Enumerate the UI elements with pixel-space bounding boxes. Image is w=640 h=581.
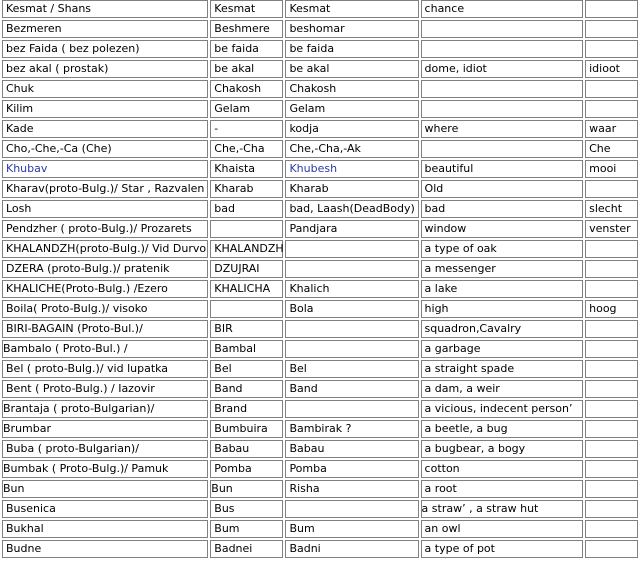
bulgarian-word-cell: Brumbar	[2, 420, 208, 438]
dutch-meaning-cell	[585, 520, 638, 538]
persian-word-cell	[285, 400, 418, 418]
dutch-meaning-cell	[585, 80, 638, 98]
pashto-word-cell: Brand	[210, 400, 283, 418]
table-row	[2, 380, 638, 398]
pashto-word-cell: be faida	[210, 40, 283, 58]
english-meaning-cell	[421, 40, 584, 58]
table-row	[2, 60, 638, 78]
pashto-word-cell: Bambal	[210, 340, 283, 358]
pashto-word-cell: bad	[210, 200, 283, 218]
bulgarian-word-cell: Kharav(proto-Bulg.)/ Star , Razvalen	[2, 180, 208, 198]
pashto-word-cell: Badnei	[210, 540, 283, 558]
english-meaning-cell: a dam, a weir	[421, 380, 584, 398]
bulgarian-word-cell: Bezmeren	[2, 20, 208, 38]
pashto-word-cell: Kesmat	[210, 0, 283, 18]
bulgarian-word-cell: Bukhal	[2, 520, 208, 538]
persian-word-cell: Pomba	[285, 460, 418, 478]
persian-word-cell: Kharab	[285, 180, 418, 198]
english-meaning-cell	[421, 80, 584, 98]
persian-word-cell: Bum	[285, 520, 418, 538]
dutch-meaning-cell	[585, 340, 638, 358]
english-meaning-cell	[421, 100, 584, 118]
table-row	[2, 280, 638, 298]
dutch-meaning-cell	[585, 100, 638, 118]
persian-word-cell: Khubesh	[285, 160, 418, 178]
english-meaning-cell: a garbage	[421, 340, 584, 358]
dutch-meaning-cell: Che	[585, 140, 638, 158]
bulgarian-word-cell: bez Faida ( bez polezen)	[2, 40, 208, 58]
dutch-meaning-cell	[585, 480, 638, 498]
persian-word-cell: kodja	[285, 120, 418, 138]
table-row	[2, 140, 638, 158]
bulgarian-word-cell: Bambalo ( Proto-Bul.) /	[2, 340, 208, 358]
table-row	[2, 260, 638, 278]
pashto-word-cell: Bel	[210, 360, 283, 378]
dutch-meaning-cell	[585, 0, 638, 18]
bulgarian-word-cell: Buba ( proto-Bulgarian)/	[2, 440, 208, 458]
pashto-word-cell: KHALANDZH	[210, 240, 283, 258]
dutch-meaning-cell	[585, 260, 638, 278]
persian-word-cell: Badni	[285, 540, 418, 558]
table-row	[2, 220, 638, 238]
dutch-meaning-cell	[585, 420, 638, 438]
dutch-meaning-cell: slecht	[585, 200, 638, 218]
english-meaning-cell: a straw’ , a straw hut	[421, 500, 584, 518]
dutch-meaning-cell: venster	[585, 220, 638, 238]
table-row	[2, 20, 638, 38]
dutch-meaning-cell: hoog	[585, 300, 638, 318]
persian-word-cell	[285, 340, 418, 358]
persian-word-cell: Che,-Cha,-Ak	[285, 140, 418, 158]
table-row	[2, 480, 638, 498]
persian-word-cell: Bel	[285, 360, 418, 378]
persian-word-cell	[285, 500, 418, 518]
english-meaning-cell: where	[421, 120, 584, 138]
persian-word-cell: Kesmat	[285, 0, 418, 18]
dutch-meaning-cell	[585, 360, 638, 378]
bulgarian-word-cell: Cho,-Che,-Ca (Che)	[2, 140, 208, 158]
table-row	[2, 40, 638, 58]
pashto-word-cell	[210, 220, 283, 238]
bulgarian-word-cell: BIRI-BAGAIN (Proto-Bul.)/	[2, 320, 208, 338]
pashto-word-cell: be akal	[210, 60, 283, 78]
pashto-word-cell: Kharab	[210, 180, 283, 198]
persian-word-cell: Gelam	[285, 100, 418, 118]
bulgarian-word-cell: KHALICHE(Proto-Bulg.) /Ezero	[2, 280, 208, 298]
dutch-meaning-cell	[585, 380, 638, 398]
table-row	[2, 340, 638, 358]
persian-word-cell: Pandjara	[285, 220, 418, 238]
table-row	[2, 460, 638, 478]
bulgarian-word-cell: KHALANDZH(proto-Bulg.)/ Vid Durvo	[2, 240, 208, 258]
english-meaning-cell: a beetle, a bug	[421, 420, 584, 438]
dutch-meaning-cell	[585, 240, 638, 258]
english-meaning-cell	[421, 140, 584, 158]
pashto-word-cell: BIR	[210, 320, 283, 338]
table-row	[2, 300, 638, 318]
persian-word-cell: Bambirak ?	[285, 420, 418, 438]
persian-word-cell	[285, 320, 418, 338]
table-row	[2, 420, 638, 438]
dutch-meaning-cell	[585, 500, 638, 518]
english-meaning-cell: a vicious, indecent person’	[421, 400, 584, 418]
dutch-meaning-cell	[585, 280, 638, 298]
bulgarian-word-cell: Kesmat / Shans	[2, 0, 208, 18]
bulgarian-word-cell: Bun	[2, 480, 208, 498]
pashto-word-cell: Bus	[210, 500, 283, 518]
persian-word-cell: be faida	[285, 40, 418, 58]
table-row	[2, 120, 638, 138]
pashto-word-cell: Bum	[210, 520, 283, 538]
bulgarian-word-cell: bez akal ( prostak)	[2, 60, 208, 78]
table-row	[2, 160, 638, 178]
persian-word-cell	[285, 260, 418, 278]
table-row	[2, 400, 638, 418]
table-row	[2, 440, 638, 458]
table-row	[2, 0, 638, 18]
pashto-word-cell: Pomba	[210, 460, 283, 478]
table-row	[2, 200, 638, 218]
bulgarian-word-cell: Budne	[2, 540, 208, 558]
english-meaning-cell: dome, idiot	[421, 60, 584, 78]
dutch-meaning-cell	[585, 40, 638, 58]
pashto-word-cell: Babau	[210, 440, 283, 458]
english-meaning-cell: squadron,Cavalry	[421, 320, 584, 338]
pashto-word-cell	[210, 300, 283, 318]
dutch-meaning-cell: mooi	[585, 160, 638, 178]
english-meaning-cell: a root	[421, 480, 584, 498]
table-row	[2, 540, 638, 558]
pashto-word-cell: Bun	[210, 480, 283, 498]
bulgarian-word-cell: Brantaja ( proto-Bulgarian)/	[2, 400, 208, 418]
bulgarian-word-cell: Khubav	[2, 160, 208, 178]
english-meaning-cell: Old	[421, 180, 584, 198]
bulgarian-word-cell: Bel ( proto-Bulg.)/ vid lupatka	[2, 360, 208, 378]
vocabulary-table-body	[2, 0, 638, 558]
table-row	[2, 80, 638, 98]
english-meaning-cell: bad	[421, 200, 584, 218]
english-meaning-cell: beautiful	[421, 160, 584, 178]
dutch-meaning-cell: waar	[585, 120, 638, 138]
bulgarian-word-cell: Kilim	[2, 100, 208, 118]
persian-word-cell	[285, 240, 418, 258]
persian-word-cell: be akal	[285, 60, 418, 78]
dutch-meaning-cell	[585, 540, 638, 558]
bulgarian-word-cell: Busenica	[2, 500, 208, 518]
english-meaning-cell	[421, 20, 584, 38]
dutch-meaning-cell	[585, 180, 638, 198]
dutch-meaning-cell: idioot	[585, 60, 638, 78]
bulgarian-word-cell: Pendzher ( proto-Bulg.)/ Prozarets	[2, 220, 208, 238]
pashto-word-cell: DZUJRAI	[210, 260, 283, 278]
pashto-word-cell: Che,-Cha	[210, 140, 283, 158]
bulgarian-word-cell: Kade	[2, 120, 208, 138]
pashto-word-cell: -	[210, 120, 283, 138]
dutch-meaning-cell	[585, 440, 638, 458]
table-row	[2, 360, 638, 378]
pashto-word-cell: Chakosh	[210, 80, 283, 98]
table-row	[2, 100, 638, 118]
bulgarian-word-cell: Chuk	[2, 80, 208, 98]
english-meaning-cell: an owl	[421, 520, 584, 538]
persian-word-cell: Khalich	[285, 280, 418, 298]
pashto-word-cell: Band	[210, 380, 283, 398]
bulgarian-word-cell: Losh	[2, 200, 208, 218]
pashto-word-cell: KHALICHA	[210, 280, 283, 298]
table-row	[2, 240, 638, 258]
english-meaning-cell: a straight spade	[421, 360, 584, 378]
dutch-meaning-cell	[585, 460, 638, 478]
bulgarian-word-cell: DZERA (proto-Bulg.)/ pratenik	[2, 260, 208, 278]
bulgarian-word-cell: Bent ( Proto-Bulg.) / Iazovir	[2, 380, 208, 398]
pashto-word-cell: Gelam	[210, 100, 283, 118]
dutch-meaning-cell	[585, 320, 638, 338]
persian-word-cell: Band	[285, 380, 418, 398]
english-meaning-cell: a type of oak	[421, 240, 584, 258]
persian-word-cell: Chakosh	[285, 80, 418, 98]
english-meaning-cell: high	[421, 300, 584, 318]
persian-word-cell: Risha	[285, 480, 418, 498]
dutch-meaning-cell	[585, 400, 638, 418]
english-meaning-cell: a bugbear, a bogy	[421, 440, 584, 458]
table-row	[2, 180, 638, 198]
english-meaning-cell: window	[421, 220, 584, 238]
persian-word-cell: Babau	[285, 440, 418, 458]
persian-word-cell: beshomar	[285, 20, 418, 38]
persian-word-cell: Bola	[285, 300, 418, 318]
table-row	[2, 500, 638, 518]
english-meaning-cell: a messenger	[421, 260, 584, 278]
pashto-word-cell: Beshmere	[210, 20, 283, 38]
pashto-word-cell: Bumbuira	[210, 420, 283, 438]
dutch-meaning-cell	[585, 20, 638, 38]
table-row	[2, 520, 638, 538]
table-row	[2, 320, 638, 338]
english-meaning-cell: chance	[421, 0, 584, 18]
bulgarian-word-cell: Boila( Proto-Bulg.)/ visoko	[2, 300, 208, 318]
english-meaning-cell: a type of pot	[421, 540, 584, 558]
english-meaning-cell: cotton	[421, 460, 584, 478]
persian-word-cell: bad, Laash(DeadBody)	[285, 200, 418, 218]
bulgarian-word-cell: Bumbak ( Proto-Bulg.)/ Pamuk	[2, 460, 208, 478]
pashto-word-cell: Khaista	[210, 160, 283, 178]
english-meaning-cell: a lake	[421, 280, 584, 298]
